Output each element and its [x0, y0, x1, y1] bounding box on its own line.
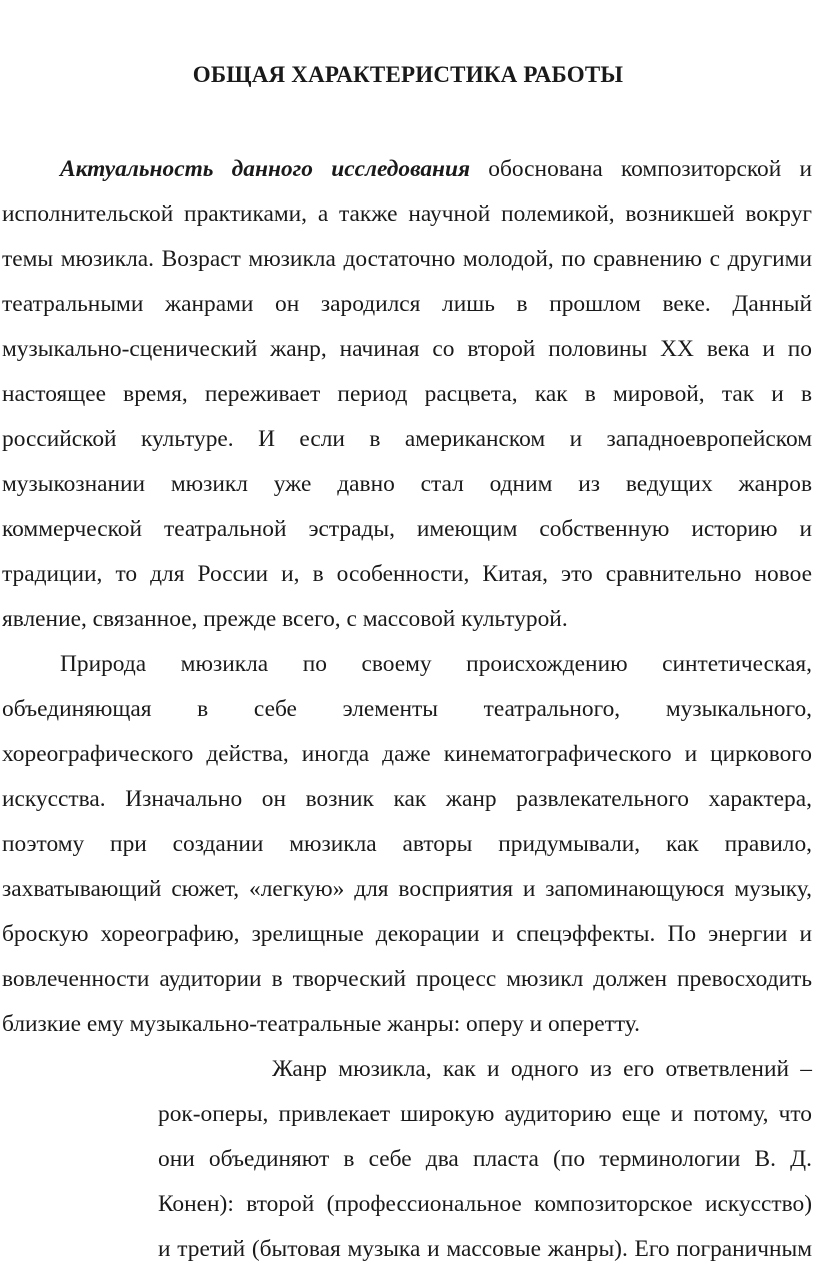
paragraph-1-line-3: темы мюзикла. Возраст мюзикла достаточно молодой, по сравнению с другими: [2, 246, 812, 272]
paragraph-1-line-1: [60, 154, 812, 184]
paragraph-1-line-6: настоящее время, переживает период расцвета, как в мировой, так и в: [2, 381, 812, 407]
paragraph-3-line-1: Жанр мюзикла, как и одного из его ответвлений –: [272, 1056, 812, 1082]
paragraph-1-line-9: коммерческой театральной эстрады, имеющим собственную историю и: [2, 516, 812, 542]
paragraph-2-line-2: объединяющая в себе элементы театрального, музыкального,: [2, 696, 812, 722]
page-title: ОБЩАЯ ХАРАКТЕРИСТИКА РАБОТЫ: [192, 62, 624, 87]
paragraph-3-line-3: они объединяют в себе два пласта (по терминологии В. Д.: [158, 1146, 812, 1172]
paragraph-1-line-4: театральными жанрами он зародился лишь в прошлом веке. Данный: [2, 291, 812, 317]
paragraph-1-line-1-rest: обоснована композиторской и: [470, 156, 812, 182]
paragraph-1-line-7: российской культуре. И если в американском и западноевропейском: [2, 426, 812, 452]
paragraph-2-line-9: близкие ему музыкально-театральные жанры: оперу и оперетту.: [2, 1011, 640, 1037]
paragraph-2-line-7: броскую хореографию, зрелищные декорации и спецэффекты. По энергии и: [2, 921, 812, 947]
paragraph-1-line-8: музыкознании мюзикл уже давно стал одним из ведущих жанров: [2, 471, 812, 497]
paragraph-2-line-1: Природа мюзикла по своему происхождению синтетическая,: [60, 651, 812, 677]
paragraph-1-line-5: музыкально-сценический жанр, начиная со второй половины XX века и по: [2, 336, 812, 362]
paragraph-3-line-2: рок-оперы, привлекает широкую аудиторию еще и потому, что: [158, 1101, 812, 1127]
emphasis-phrase: Актуальность данного исследования: [60, 156, 471, 182]
paragraph-3-line-4: Конен): второй (профессиональное композиторское искусство): [158, 1191, 812, 1217]
paragraph-2-line-3: хореографического действа, иногда даже кинематографического и циркового: [2, 741, 812, 767]
paragraph-2-line-8: вовлеченности аудитории в творческий процесс мюзикл должен превосходить: [2, 966, 812, 992]
paragraph-2-line-4: искусства. Изначально он возник как жанр развлекательного характера,: [2, 786, 812, 812]
paragraph-1-line-11: явление, связанное, прежде всего, с массовой культурой.: [2, 606, 568, 632]
paragraph-3-line-5: и третий (бытовая музыка и массовые жанры). Его пограничным: [158, 1236, 812, 1262]
paragraph-2-line-5: поэтому при создании мюзикла авторы придумывали, как правило,: [2, 831, 812, 857]
paragraph-1-line-10: традиции, то для России и, в особенности, Китая, это сравнительно новое: [2, 561, 812, 587]
paragraph-2-line-6: захватывающий сюжет, «легкую» для восприятия и запоминающуюся музыку,: [2, 876, 812, 902]
paragraph-1-line-2: исполнительской практиками, а также научной полемикой, возникшей вокруг: [2, 201, 812, 227]
